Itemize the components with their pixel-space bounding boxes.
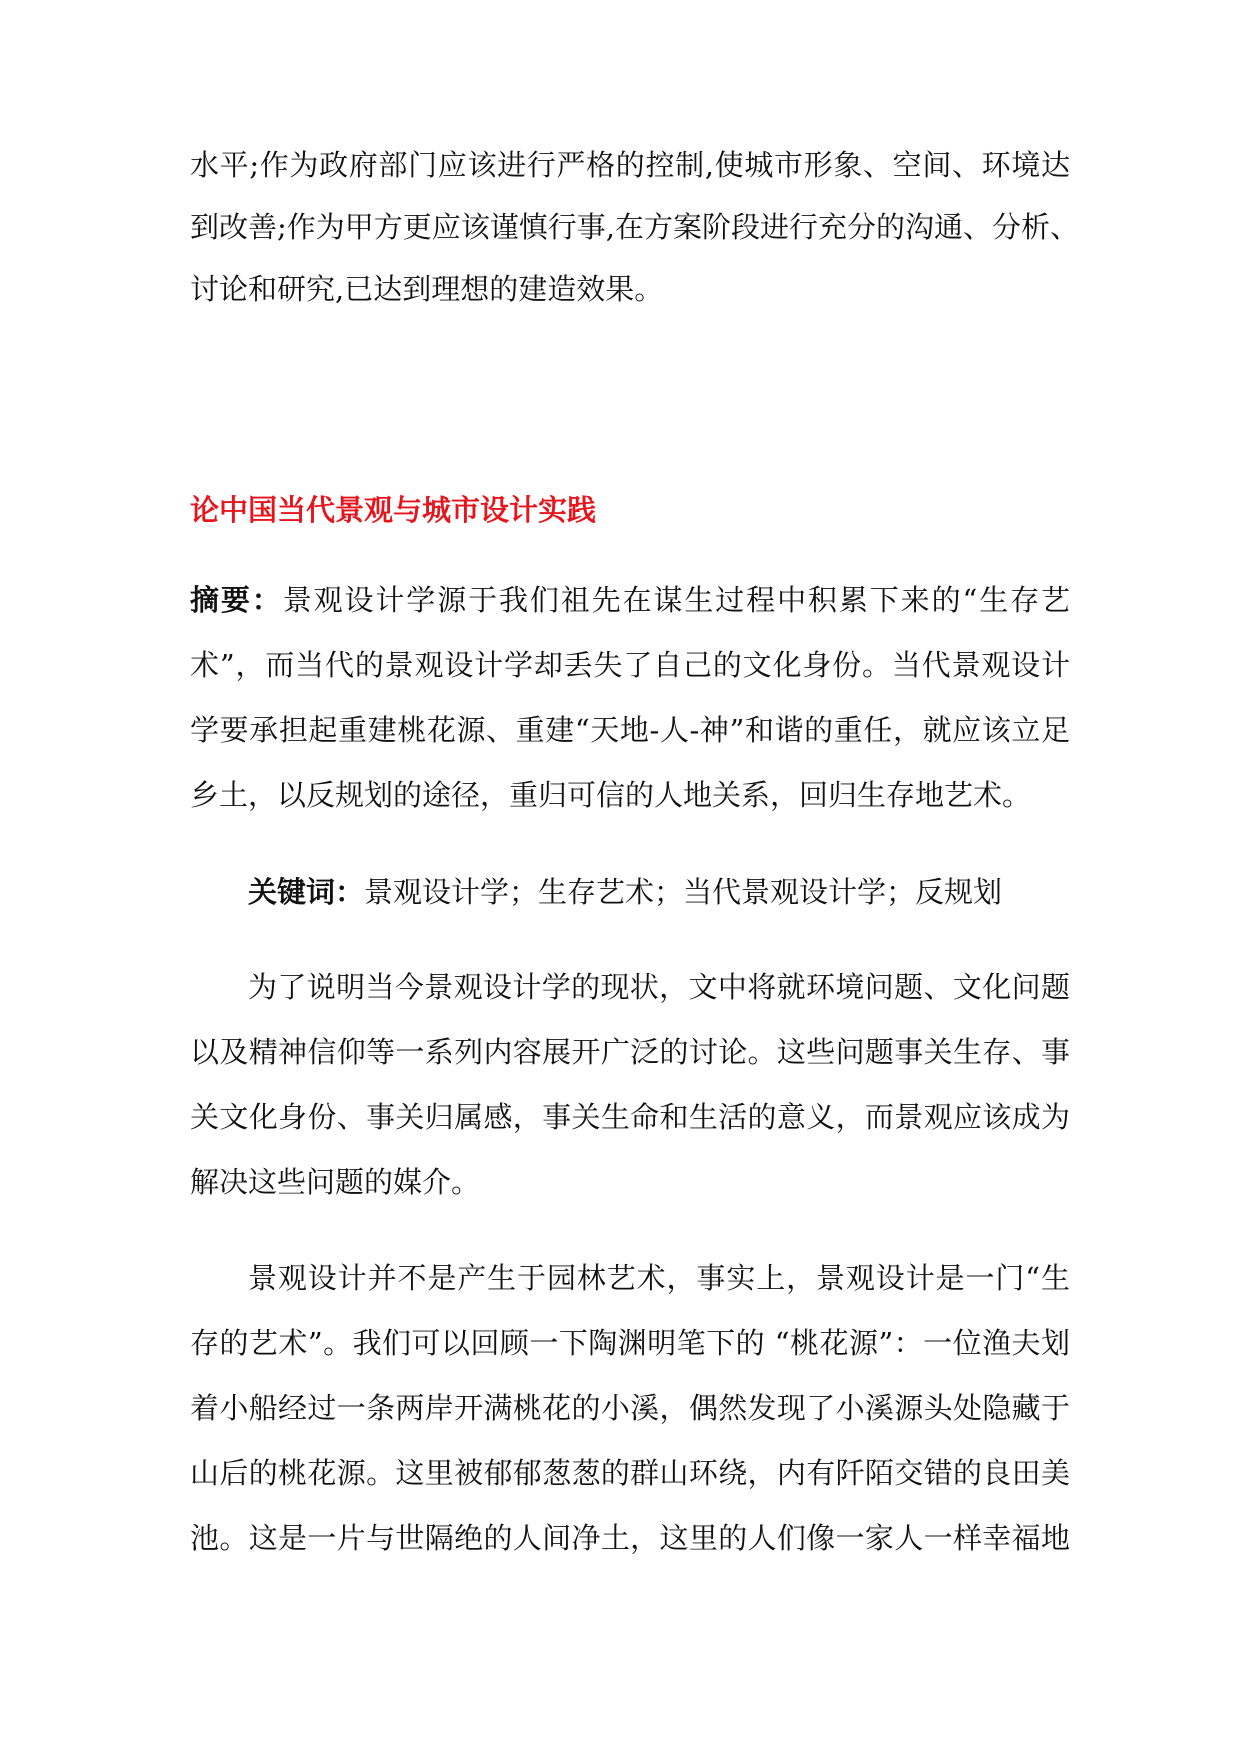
abstract-line-2: 术”，而当代的景观设计学却丢失了自己的文化身份。当代景观设计 bbox=[190, 648, 1070, 682]
paragraph-2-line-5: 池。这是一片与世隔绝的人间净土，这里的人们像一家人一样幸福地 bbox=[190, 1521, 1070, 1555]
abstract-line-1 bbox=[190, 580, 1070, 620]
article-title: 论中国当代景观与城市设计实践 bbox=[190, 493, 597, 527]
intro-line-1: 水平;作为政府部门应该进行严格的控制,使城市形象、空间、环境达 bbox=[190, 148, 1070, 182]
abstract-line-3: 学要承担起重建桃花源、重建“天地-人-神”和谐的重任，就应该立足 bbox=[190, 713, 1070, 747]
paragraph-1-line-3: 关文化身份、事关归属感，事关生命和生活的意义，而景观应该成为 bbox=[190, 1100, 1070, 1134]
paragraph-2-line-1: 景观设计并不是产生于园林艺术，事实上，景观设计是一门“生 bbox=[248, 1261, 1070, 1295]
keywords-text: 景观设计学；生存艺术；当代景观设计学；反规划 bbox=[364, 875, 1003, 909]
intro-line-3: 讨论和研究,已达到理想的建造效果。 bbox=[190, 272, 664, 306]
abstract-label: 摘要： bbox=[190, 583, 283, 617]
paragraph-2-line-2: 存的艺术”。我们可以回顾一下陶渊明笔下的 “桃花源”：一位渔夫划 bbox=[190, 1326, 1070, 1360]
paragraph-1-line-1: 为了说明当今景观设计学的现状，文中将就环境问题、文化问题 bbox=[248, 970, 1070, 1004]
paragraph-2-line-3: 着小船经过一条两岸开满桃花的小溪，偶然发现了小溪源头处隐藏于 bbox=[190, 1391, 1070, 1425]
paragraph-2-line-4: 山后的桃花源。这里被郁郁葱葱的群山环绕，内有阡陌交错的良田美 bbox=[190, 1456, 1070, 1490]
paragraph-1-line-4: 解决这些问题的媒介。 bbox=[190, 1165, 481, 1199]
keywords-label: 关键词： bbox=[248, 875, 365, 909]
abstract-line-4: 乡土，以反规划的途径，重归可信的人地关系，回归生存地艺术。 bbox=[190, 778, 1032, 812]
paragraph-1-line-2: 以及精神信仰等一系列内容展开广泛的讨论。这些问题事关生存、事 bbox=[190, 1035, 1070, 1069]
abstract-first-line-text: 景观设计学源于我们祖先在谋生过程中积累下来的“生存艺 bbox=[282, 583, 1070, 617]
keywords-line bbox=[248, 872, 1070, 912]
intro-line-2: 到改善;作为甲方更应该谨慎行事,在方案阶段进行充分的沟通、分析、 bbox=[190, 210, 1079, 244]
